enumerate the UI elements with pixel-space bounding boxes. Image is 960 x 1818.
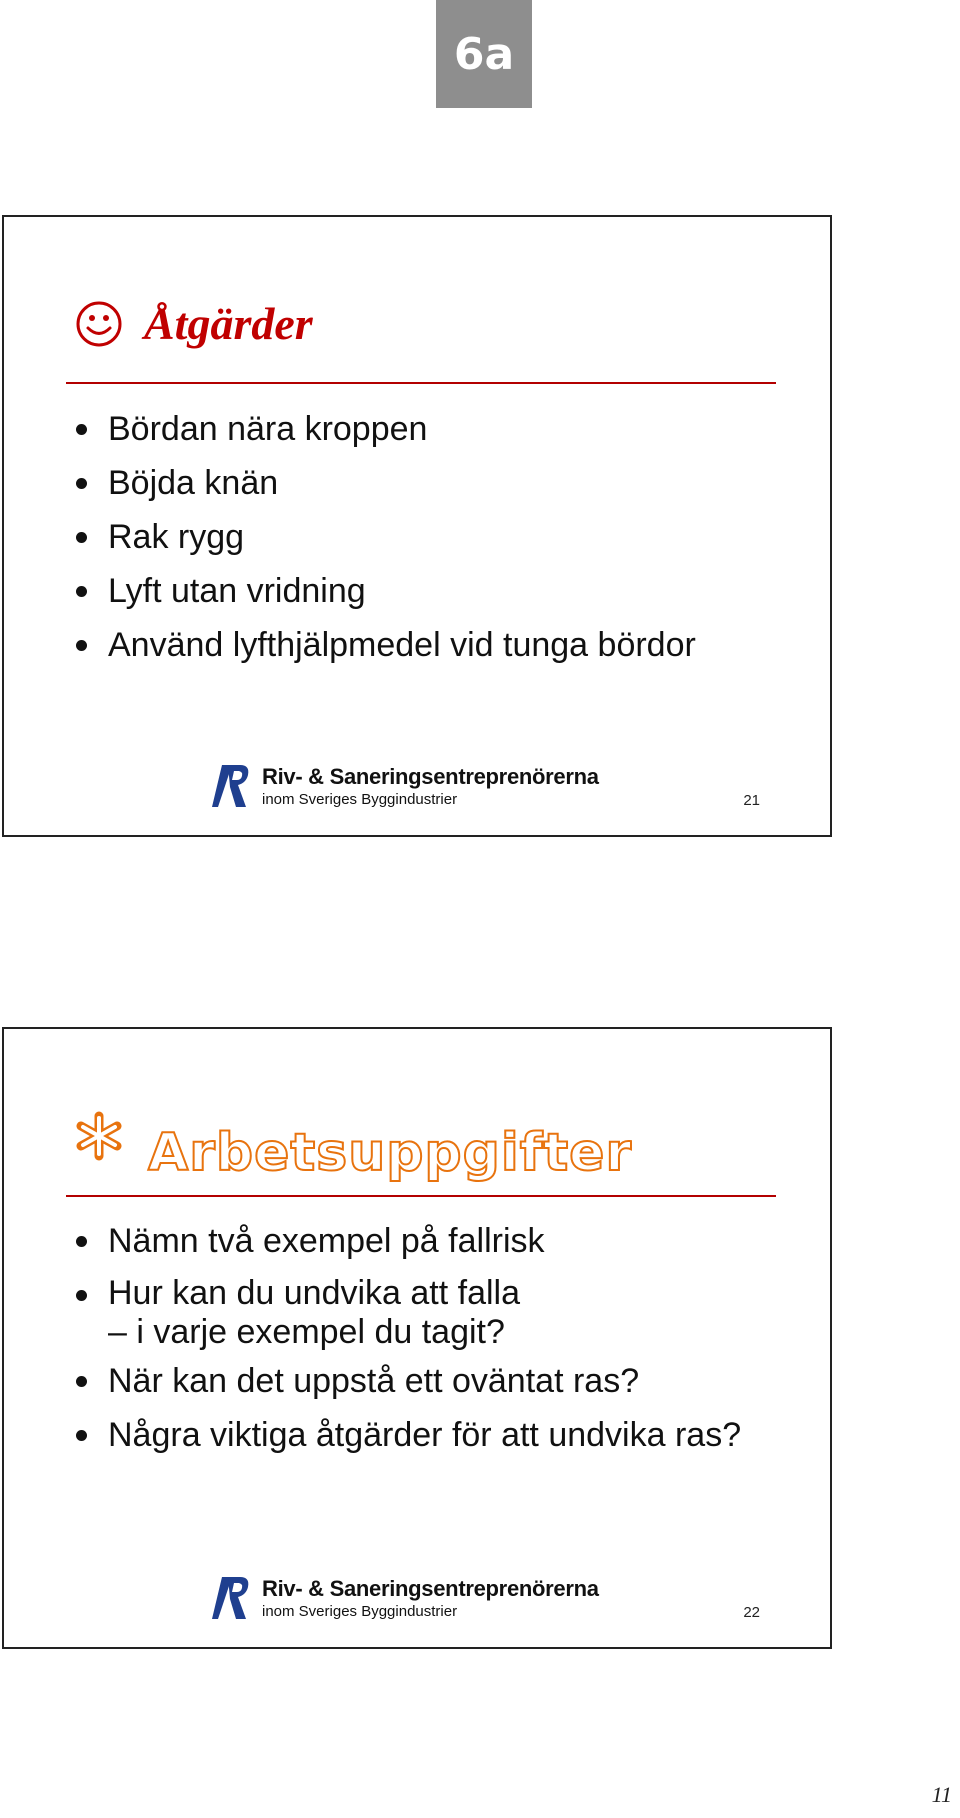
logo-subtitle: inom Sveriges Byggindustrier — [262, 791, 458, 808]
organization-logo — [212, 763, 599, 809]
bullet-icon — [76, 640, 87, 651]
bullet-text: Några viktiga åtgärder för att undvika ras? — [108, 1416, 742, 1454]
smiley-icon — [74, 299, 124, 349]
title-divider — [66, 1195, 776, 1197]
slide-page-number: 22 — [743, 1604, 760, 1621]
list-item — [76, 1408, 741, 1462]
rs-logo-icon — [212, 763, 252, 809]
bullet-icon — [76, 1376, 87, 1387]
slide-21 — [2, 215, 832, 837]
logo-name: Riv- & Saneringsentreprenörerna — [262, 764, 599, 789]
slide-title: Arbetsuppgifter — [148, 1123, 633, 1183]
list-item — [76, 1214, 741, 1268]
bullet-text: Rak rygg — [108, 518, 245, 556]
rs-logo-icon — [212, 1575, 252, 1621]
bullet-list — [76, 402, 696, 672]
bullet-text: Lyft utan vridning — [108, 572, 366, 610]
list-item — [76, 1268, 741, 1354]
bullet-icon — [76, 532, 87, 543]
list-item — [76, 402, 696, 456]
slide-title: Åtgärder — [144, 298, 313, 349]
handout-page-number: 11 — [931, 1782, 952, 1807]
bullet-text: Böjda knän — [108, 464, 279, 502]
bullet-icon — [76, 478, 87, 489]
asterisk-icon — [74, 1111, 124, 1161]
bullet-icon — [76, 1430, 87, 1441]
bullet-text: Nämn två exempel på fallrisk — [108, 1222, 545, 1260]
logo-subtitle: inom Sveriges Byggindustrier — [262, 1603, 458, 1620]
list-item — [76, 510, 696, 564]
logo-name: Riv- & Saneringsentreprenörerna — [262, 1576, 599, 1601]
slide-title-row — [74, 297, 313, 350]
slide-title-row — [74, 1089, 632, 1183]
bullet-icon — [76, 1290, 87, 1301]
list-item — [76, 564, 696, 618]
bullet-icon — [76, 424, 87, 435]
slide-22 — [2, 1027, 832, 1649]
organization-logo — [212, 1575, 599, 1621]
list-item — [76, 618, 696, 672]
section-tag: 6a — [436, 0, 532, 108]
slide-page-number: 21 — [743, 792, 760, 809]
bullet-text: När kan det uppstå ett oväntat ras? — [108, 1362, 640, 1400]
list-item — [76, 456, 696, 510]
bullet-subtext: – i varje exempel du tagit? — [108, 1313, 505, 1351]
list-item — [76, 1354, 741, 1408]
bullet-icon — [76, 586, 87, 597]
bullet-icon — [76, 1236, 87, 1247]
bullet-text: Använd lyfthjälpmedel vid tunga bördor — [108, 626, 696, 664]
bullet-text: Hur kan du undvika att falla — [108, 1274, 521, 1312]
bullet-list — [76, 1214, 741, 1462]
title-divider — [66, 382, 776, 384]
bullet-text: Bördan nära kroppen — [108, 410, 428, 448]
